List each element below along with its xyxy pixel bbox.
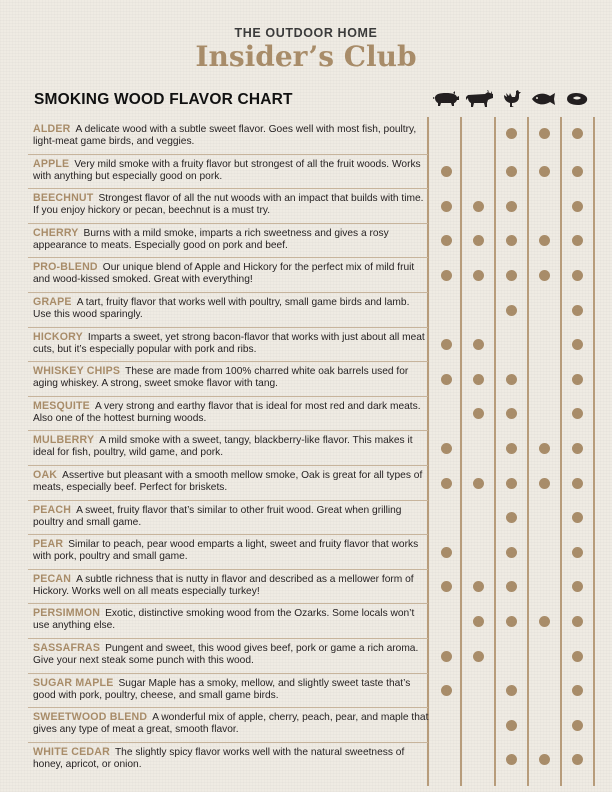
- suitability-dot-pork: [441, 651, 452, 662]
- row-separator: [28, 603, 428, 604]
- row-separator: [28, 673, 428, 674]
- row-separator: [28, 742, 428, 743]
- wood-row: [28, 573, 606, 603]
- suitability-dot-fish: [539, 754, 550, 765]
- suitability-dot-poultry: [506, 512, 517, 523]
- suitability-dot-fish: [539, 235, 550, 246]
- wood-description-block: [33, 504, 429, 529]
- suitability-dot-fish: [539, 128, 550, 139]
- wood-name: PEACH: [33, 503, 72, 516]
- wood-description-block: [33, 123, 429, 148]
- suitability-dot-beef: [473, 581, 484, 592]
- suitability-dot-beef: [473, 235, 484, 246]
- brand-title: Insider’s Club: [195, 40, 417, 73]
- wood-row: [28, 642, 606, 672]
- suitability-dot-game: [572, 581, 583, 592]
- wood-description: Similar to peach, pear wood emparts a light, sweet and fruity flavor that works with pork, poultry and small game.: [33, 539, 419, 563]
- suitability-dot-game: [572, 443, 583, 454]
- wood-description: A mild smoke with a sweet, tangy, blackberry-like flavor. This makes it ideal for fish, poultry, wild game, and pork.: [33, 435, 413, 459]
- suitability-dot-game: [572, 374, 583, 385]
- suitability-dot-poultry: [506, 235, 517, 246]
- wood-description-block: [33, 400, 429, 425]
- suitability-dot-poultry: [506, 581, 517, 592]
- wood-description: The slightly spicy flavor works well with the natural sweetness of honey, apricot, or onion.: [33, 746, 405, 770]
- wood-description-block: [33, 538, 429, 563]
- suitability-dot-pork: [441, 685, 452, 696]
- suitability-dot-pork: [441, 581, 452, 592]
- suitability-dot-pork: [441, 235, 452, 246]
- suitability-dot-fish: [539, 478, 550, 489]
- row-separator: [28, 569, 428, 570]
- wood-description-block: [33, 434, 429, 459]
- row-separator: [28, 257, 428, 258]
- suitability-dot-game: [572, 478, 583, 489]
- wood-row: [28, 746, 606, 776]
- suitability-dot-poultry: [506, 128, 517, 139]
- wood-row: [28, 538, 606, 568]
- wood-description-block: [33, 607, 429, 632]
- suitability-dot-poultry: [506, 443, 517, 454]
- wood-description: A wonderful mix of apple, cherry, peach, pear, and maple that gives any type of meat a great, smooth flavor.: [33, 712, 429, 736]
- wood-row: [28, 331, 606, 361]
- wood-name: OAK: [33, 469, 58, 481]
- wood-description: A tart, fruity flavor that works well with poultry, small game birds and lamb. Use this wood sparingly.: [33, 297, 410, 320]
- wood-row: [28, 192, 606, 222]
- wood-row: [28, 365, 606, 395]
- brand-top-line: THE OUTDOOR HOME: [234, 26, 378, 40]
- suitability-dot-game: [572, 685, 583, 696]
- wood-name: PRO-BLEND: [33, 261, 98, 274]
- wood-description: A subtle richness that is nutty in flavor and described as a mellower form of Hickory. Works well on all meats especially turkey!: [33, 573, 414, 597]
- suitability-dot-poultry: [506, 616, 517, 627]
- suitability-dot-poultry: [506, 305, 517, 316]
- suitability-dot-fish: [539, 270, 550, 281]
- fish-icon: [527, 88, 561, 110]
- row-separator: [28, 430, 428, 431]
- suitability-dot-pork: [441, 443, 452, 454]
- suitability-dot-fish: [539, 616, 550, 627]
- chart-title: SMOKING WOOD FLAVOR CHART: [34, 91, 293, 108]
- wood-name: PECAN: [33, 572, 72, 585]
- cow-icon: [463, 88, 497, 110]
- suitability-dot-fish: [539, 443, 550, 454]
- suitability-dot-poultry: [506, 547, 517, 558]
- wood-name: GRAPE: [33, 296, 72, 308]
- suitability-dot-pork: [441, 374, 452, 385]
- wood-name: SASSAFRAS: [33, 642, 101, 654]
- row-separator: [28, 188, 428, 189]
- wood-name: SWEETWOOD BLEND: [33, 711, 148, 724]
- wood-name: MESQUITE: [33, 399, 90, 412]
- suitability-dot-poultry: [506, 478, 517, 489]
- wood-row: [28, 296, 606, 326]
- suitability-dot-pork: [441, 339, 452, 350]
- wood-description: Very mild smoke with a fruity flavor but strongest of all the fruit woods. Works with anything but especially good on pork.: [33, 158, 421, 182]
- wood-name: WHISKEY CHIPS: [33, 365, 121, 378]
- wood-row: [28, 227, 606, 257]
- wood-row: [28, 158, 606, 188]
- suitability-dot-game: [572, 166, 583, 177]
- wood-name: PERSIMMON: [33, 607, 101, 620]
- wood-row: [28, 504, 606, 534]
- wood-description: Burns with a mild smoke, imparts a rich sweetness and gives a rosy appearance to meats. Especially good on pork and beef.: [33, 227, 389, 251]
- suitability-dot-poultry: [506, 166, 517, 177]
- wood-description-block: [33, 296, 429, 321]
- suitability-dot-game: [572, 512, 583, 523]
- wood-description: Imparts a sweet, yet strong bacon-flavor that works with just about all meat cuts, but it’s especially popular with pork and ribs.: [33, 331, 425, 355]
- wood-row: [28, 469, 606, 499]
- suitability-dot-game: [572, 754, 583, 765]
- suitability-dot-pork: [441, 478, 452, 489]
- wood-description-block: [33, 642, 429, 667]
- suitability-dot-game: [572, 651, 583, 662]
- wood-description-block: [33, 677, 429, 702]
- wood-name: WHITE CEDAR: [33, 745, 110, 758]
- wood-description-block: [33, 711, 429, 736]
- wood-description: Our unique blend of Apple and Hickory for the perfect mix of mild fruit and wood-kissed smoked. Great with everything!: [33, 262, 415, 286]
- wood-name: APPLE: [33, 157, 70, 170]
- suitability-dot-pork: [441, 270, 452, 281]
- suitability-dot-poultry: [506, 754, 517, 765]
- wood-description: These are made from 100% charred white oak barrels used for aging whiskey. A strong, sweet smoke flavor with tang.: [33, 366, 409, 390]
- wood-row: [28, 677, 606, 707]
- suitability-dot-poultry: [506, 685, 517, 696]
- suitability-dot-game: [572, 339, 583, 350]
- wood-name: SUGAR MAPLE: [33, 676, 114, 689]
- row-separator: [28, 707, 428, 708]
- suitability-dot-game: [572, 408, 583, 419]
- wood-description-block: [33, 227, 429, 252]
- wood-name: MULBERRY: [33, 434, 95, 447]
- suitability-dot-beef: [473, 374, 484, 385]
- suitability-dot-beef: [473, 616, 484, 627]
- wood-description-block: [33, 746, 429, 771]
- chicken-icon: [496, 88, 530, 110]
- wood-row: [28, 607, 606, 637]
- suitability-dot-poultry: [506, 201, 517, 212]
- suitability-dot-game: [572, 616, 583, 627]
- suitability-dot-game: [572, 128, 583, 139]
- row-separator: [28, 534, 428, 535]
- wood-name: CHERRY: [33, 226, 79, 239]
- wood-row: [28, 434, 606, 464]
- suitability-dot-poultry: [506, 408, 517, 419]
- row-separator: [28, 500, 428, 501]
- wood-description: Pungent and sweet, this wood gives beef, pork or game a rich aroma. Give your next steak some punch with this wood.: [33, 643, 419, 666]
- suitability-dot-game: [572, 201, 583, 212]
- wood-description-block: [33, 158, 429, 183]
- wood-description-block: [33, 331, 429, 356]
- wood-name: HICKORY: [33, 330, 83, 343]
- row-separator: [28, 396, 428, 397]
- pig-icon: [429, 88, 463, 110]
- wood-description-block: [33, 365, 429, 390]
- wood-name: PEAR: [33, 538, 64, 551]
- wood-description: A sweet, fruity flavor that’s similar to other fruit wood. Great when grilling poultry and small game.: [33, 504, 402, 528]
- wood-name: BEECHNUT: [33, 192, 94, 205]
- suitability-dot-game: [572, 547, 583, 558]
- suitability-dot-beef: [473, 339, 484, 350]
- row-separator: [28, 361, 428, 362]
- wood-description-block: [33, 573, 429, 598]
- wood-row: [28, 261, 606, 291]
- wood-description: Assertive but pleasant with a smooth mellow smoke, Oak is great for all types of meats, especially beef. Perfect for briskets.: [33, 470, 423, 493]
- row-separator: [28, 292, 428, 293]
- wood-row: [28, 123, 606, 153]
- wood-description: Exotic, distinctive smoking wood from the Ozarks. Some locals won’t use anything else.: [33, 608, 415, 632]
- wood-description: Sugar Maple has a smoky, mellow, and slightly sweet taste that’s good with pork, poultry, cheese, and small game birds.: [33, 677, 411, 701]
- game-icon: [560, 88, 594, 110]
- wood-description-block: [33, 469, 429, 494]
- suitability-dot-poultry: [506, 720, 517, 731]
- wood-row: [28, 711, 606, 741]
- suitability-dot-beef: [473, 408, 484, 419]
- suitability-dot-game: [572, 305, 583, 316]
- wood-description-block: [33, 192, 429, 217]
- suitability-dot-game: [572, 270, 583, 281]
- suitability-dot-beef: [473, 201, 484, 212]
- wood-description-block: [33, 261, 429, 286]
- wood-description: A delicate wood with a subtle sweet flavor. Goes well with most fish, poultry, light-meat game birds, and veggies.: [33, 124, 417, 147]
- suitability-dot-poultry: [506, 374, 517, 385]
- suitability-dot-fish: [539, 166, 550, 177]
- wood-name: ALDER: [33, 123, 71, 135]
- suitability-dot-game: [572, 235, 583, 246]
- row-separator: [28, 465, 428, 466]
- suitability-dot-beef: [473, 651, 484, 662]
- suitability-dot-pork: [441, 547, 452, 558]
- suitability-dot-beef: [473, 270, 484, 281]
- wood-row: [28, 400, 606, 430]
- row-separator: [28, 223, 428, 224]
- row-separator: [28, 327, 428, 328]
- suitability-dot-pork: [441, 166, 452, 177]
- suitability-dot-game: [572, 720, 583, 731]
- wood-description: Strongest flavor of all the nut woods with an impact that builds with time. If you enjoy hickory or pecan, beechnut is a must try.: [33, 193, 424, 217]
- wood-description: A very strong and earthy flavor that is ideal for most red and dark meats. Also one of the hottest burning woods.: [33, 400, 421, 424]
- suitability-dot-beef: [473, 478, 484, 489]
- suitability-dot-pork: [441, 201, 452, 212]
- row-separator: [28, 638, 428, 639]
- suitability-dot-poultry: [506, 270, 517, 281]
- row-separator: [28, 154, 428, 155]
